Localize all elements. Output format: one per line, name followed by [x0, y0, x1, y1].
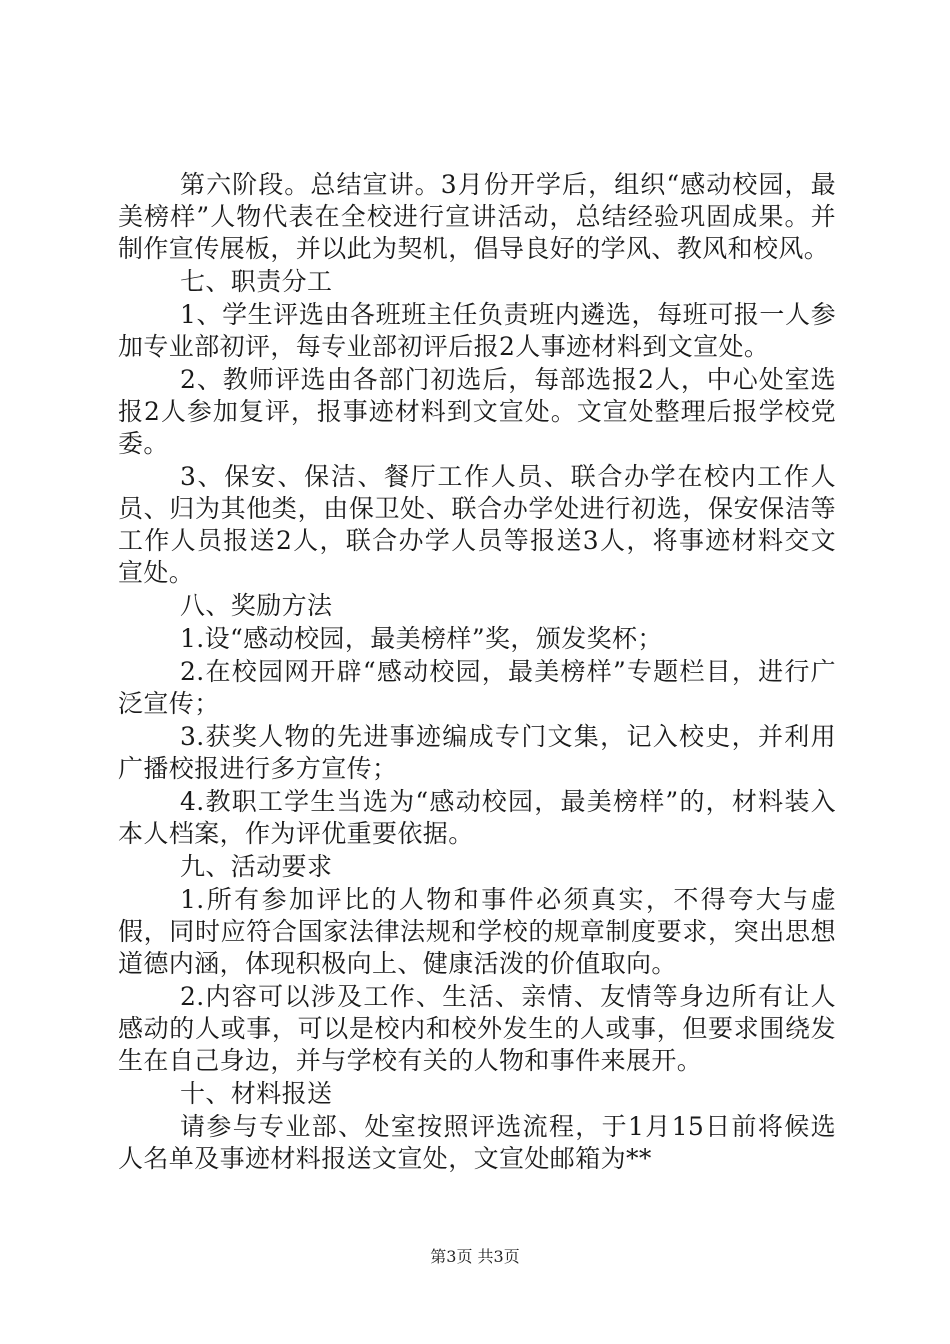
document-body: [118, 169, 836, 1176]
page-footer: 第3页 共3页: [430, 1247, 520, 1266]
paragraph-requirement-2: 2.内容可以涉及工作、生活、亲情、友情等身边所有让人感动的人或事，可以是校内和校外发生的人或事，但要求围绕发生在自己身边，并与学校有关的人物和事件来展开。: [118, 982, 836, 1075]
paragraph-requirement-1: 1.所有参加评比的人物和事件必须真实，不得夸大与虚假，同时应符合国家法律法规和学校的规章制度要求，突出思想道德内涵，体现积极向上、健康活泼的价值取向。: [118, 885, 836, 978]
heading-submission: 十、材料报送: [180, 1079, 333, 1108]
heading-responsibilities: 七、职责分工: [180, 267, 333, 296]
paragraph-reward-3: 3.获奖人物的先进事迹编成专门文集，记入校史，并利用广播校报进行多方宣传；: [118, 722, 836, 783]
heading-rewards: 八、奖励方法: [180, 591, 333, 620]
paragraph-submission: 请参与专业部、处室按照评选流程，于1月15日前将候选人名单及事迹材料报送文宣处，文宣处邮箱为**: [118, 1112, 836, 1173]
paragraph-student-selection: 1、学生评选由各班班主任负责班内遴选，每班可报一人参加专业部初评，每专业部初评后报2人事迹材料到文宣处。: [118, 300, 836, 361]
paragraph-other-staff-selection: 3、保安、保洁、餐厅工作人员、联合办学在校内工作人员、归为其他类，由保卫处、联合办学处进行初选，保安保洁等工作人员报送2人，联合办学人员等报送3人，将事迹材料交文宣处。: [118, 462, 836, 587]
paragraph-reward-4: 4.教职工学生当选为“感动校园，最美榜样”的，材料装入本人档案，作为评优重要依据。: [118, 787, 836, 848]
heading-requirements: 九、活动要求: [180, 852, 333, 881]
paragraph-stage-six: 第六阶段。总结宣讲。3月份开学后，组织“感动校园，最美榜样”人物代表在全校进行宣讲活动，总结经验巩固成果。并制作宣传展板，并以此为契机，倡导良好的学风、教风和校风。: [118, 170, 836, 263]
paragraph-reward-1: 1.设“感动校园，最美榜样”奖，颁发奖杯；: [180, 624, 663, 653]
paragraph-teacher-selection: 2、教师评选由各部门初选后，每部选报2人，中心处室选报2人参加复评，报事迹材料到文宣处。文宣处整理后报学校党委。: [118, 365, 836, 458]
paragraph-reward-2: 2.在校园网开辟“感动校园，最美榜样”专题栏目，进行广泛宣传；: [118, 657, 836, 718]
